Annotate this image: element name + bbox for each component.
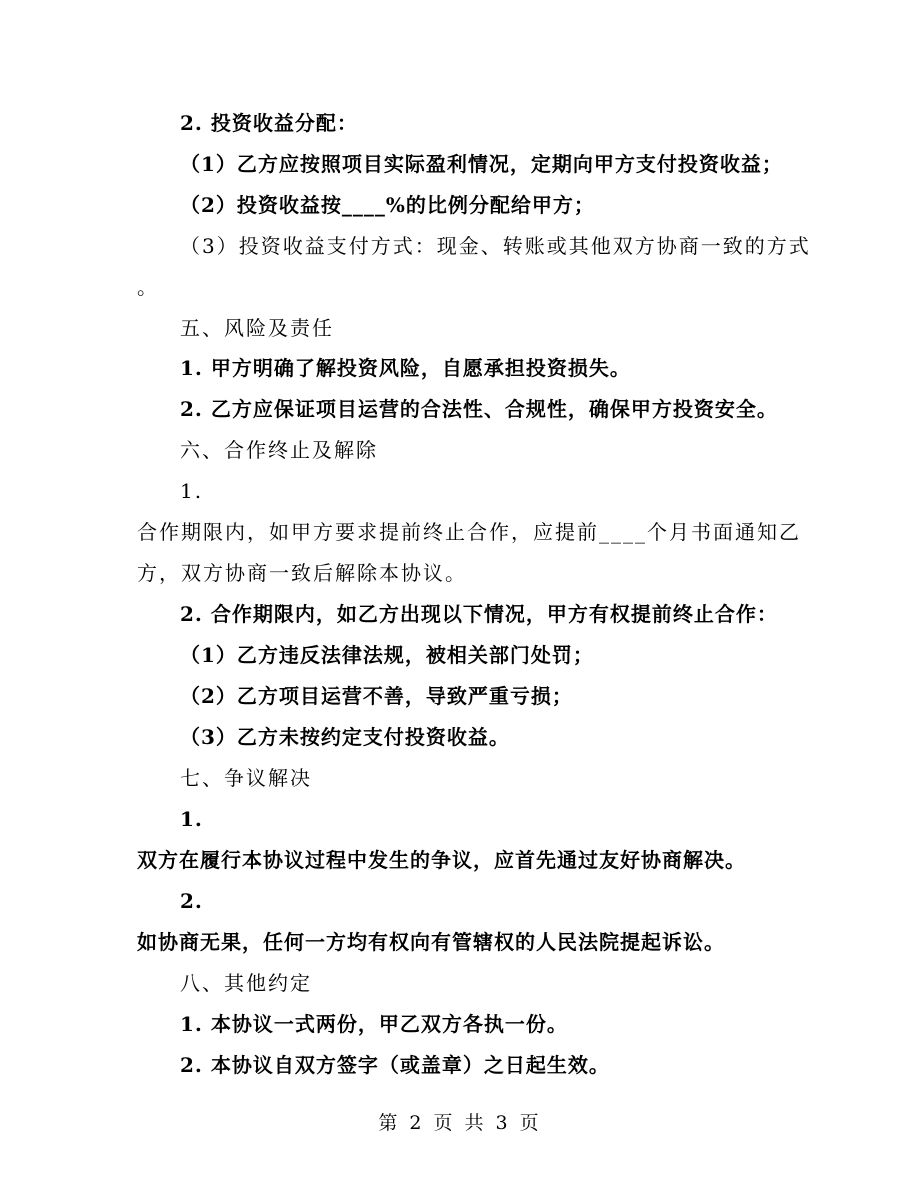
page-number: 第 2 页 共 3 页 (378, 1112, 542, 1134)
section-heading: 五、风险及责任 (180, 316, 334, 340)
clause-text: 1. 本协议一式两份，甲乙双方各执一份。 (180, 1012, 568, 1036)
section-heading: 八、其他约定 (180, 971, 312, 995)
clause-text: 2. 乙方应保证项目运营的合法性、合规性，确保甲方投资安全。 (180, 397, 778, 421)
clause-text: （3）乙方未按约定支付投资收益。 (180, 725, 510, 749)
clause-text: 2. 合作期限内，如乙方出现以下情况，甲方有权提前终止合作： (180, 602, 778, 626)
clause-text: （2）投资收益按____%的比例分配给甲方； (180, 193, 595, 217)
section-heading: 六、合作终止及解除 (180, 438, 378, 462)
clause-number: 2. (180, 889, 203, 913)
clause-text: （1）乙方应按照项目实际盈利情况，定期向甲方支付投资收益； (180, 152, 783, 176)
section-heading: 七、争议解决 (180, 766, 312, 790)
clause-text: 1. 甲方明确了解投资风险，自愿承担投资损失。 (180, 356, 631, 380)
section-item-profit-distribution: 2. 投资收益分配： (180, 111, 358, 135)
clause-number: 1. (180, 479, 204, 503)
clause-text: 方，双方协商一致后解除本协议。 (137, 561, 467, 585)
clause-text: 合作期限内，如甲方要求提前终止合作，应提前____个月书面通知乙 (137, 520, 801, 544)
clause-text: 2. 本协议自双方签字（或盖章）之日起生效。 (180, 1053, 610, 1077)
clause-text: 如协商无果，任何一方均有权向有管辖权的人民法院提起诉讼。 (137, 930, 725, 954)
clause-text: （2）乙方项目运营不善，导致严重亏损； (180, 684, 573, 708)
clause-text: 。 (137, 275, 159, 299)
clause-number: 1. (180, 807, 203, 831)
clause-text: 双方在履行本协议过程中发生的争议，应首先通过友好协商解决。 (137, 848, 746, 872)
clause-text: （3）投资收益支付方式：现金、转账或其他双方协商一致的方式 (180, 234, 811, 258)
clause-text: （1）乙方违反法律法规，被相关部门处罚； (180, 643, 594, 667)
